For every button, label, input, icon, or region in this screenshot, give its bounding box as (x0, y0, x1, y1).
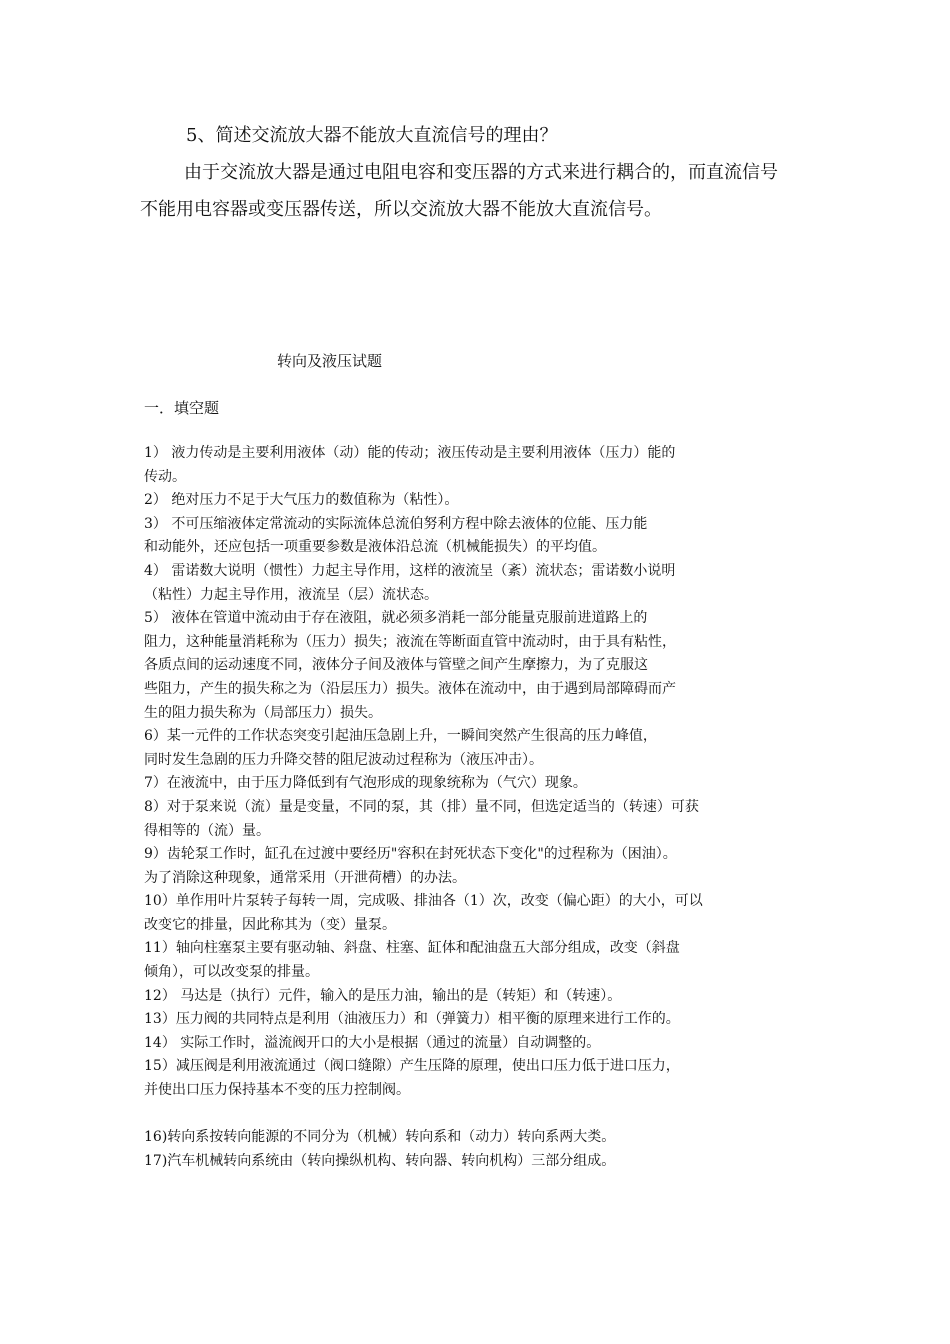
text-line: 16)转向系按转向能源的不同分为（机械）转向系和（动力）转向系两大类。 (144, 1129, 616, 1146)
text-line: 4） 雷诺数大说明（惯性）力起主导作用，这样的液流呈（紊）流状态；雷诺数小说明 (144, 562, 676, 579)
text-line: 3） 不可压缩液体定常流动的实际流体总流伯努利方程中除去液体的位能、压力能 (144, 515, 648, 532)
text-line: 5） 液体在管道中流动由于存在液阻，就必须多消耗一部分能量克服前进道路上的 (144, 610, 648, 627)
text-line: 9）齿轮泵工作时，缸孔在过渡中要经历"容积在封死状态下变化"的过程称为（困油）。 (144, 846, 677, 863)
text-line: 13）压力阀的共同特点是利用（油液压力）和（弹簧力）相平衡的原理来进行工作的。 (144, 1011, 680, 1028)
blank-line (144, 1103, 784, 1127)
text-line: 阻力，这种能量消耗称为（压力）损失；液流在等断面直管中流动时，由于具有粘性， (144, 633, 676, 650)
question-5-answer-line-1: 由于交流放大器是通过电阻电容和变压器的方式来进行耦合的，而直流信号 (184, 162, 778, 183)
text-line: 同时发生急剧的压力升降交替的阻尼波动过程称为（液压冲击）。 (144, 751, 543, 768)
text-line: 10）单作用叶片泵转子每转一周，完成吸、排油各（1）次，改变（偏心距）的大小，可以 (144, 893, 703, 910)
fill-in-blank-list (144, 442, 784, 1173)
question-5-answer-line-2: 不能用电容器或变压器传送，所以交流放大器不能放大直流信号。 (140, 199, 662, 220)
text-line: 8）对于泵来说（流）量是变量，不同的泵，其（排）量不同，但选定适当的（转速）可获 (144, 798, 699, 815)
text-line: 17)汽车机械转向系统由（转向操纵机构、转向器、转向机构）三部分组成。 (144, 1152, 616, 1169)
text-line: 并使出口压力保持基本不变的压力控制阀。 (144, 1082, 410, 1099)
section-heading: 一．填空题 (144, 399, 220, 417)
text-line: 1） 液力传动是主要利用液体（动）能的传动；液压传动是主要利用液体（压力）能的 (144, 445, 676, 461)
text-line: 15）减压阀是利用液流通过（阀口缝隙）产生压降的原理，使出口压力低于进口压力， (144, 1058, 680, 1075)
text-line: 和动能外，还应包括一项重要参数是液体沿总流（机械能损失）的平均值。 (144, 539, 606, 556)
text-line: 各质点间的运动速度不同，液体分子间及液体与管壁之间产生摩擦力，为了克服这 (144, 657, 648, 674)
text-line: 11）轴向柱塞泵主要有驱动轴、斜盘、柱塞、缸体和配油盘五大部分组成，改变（斜盘 (144, 940, 680, 957)
text-line: 得相等的（流）量。 (144, 822, 270, 839)
text-line: 2） 绝对压力不足于大气压力的数值称为（粘性）。 (144, 492, 459, 509)
text-line: 传动。 (144, 468, 186, 485)
text-line: 12） 马达是（执行）元件，输入的是压力油，输出的是（转矩）和（转速）。 (144, 987, 622, 1004)
text-line: 6）某一元件的工作状态突变引起油压急剧上升，一瞬间突然产生很高的压力峰值， (144, 728, 657, 745)
text-line: 改变它的排量，因此称其为（变）量泵。 (144, 916, 396, 933)
exam-title: 转向及液压试题 (277, 352, 383, 370)
text-line: 倾角），可以改变泵的排量。 (144, 964, 319, 981)
text-line: 生的阻力损失称为（局部压力）损失。 (144, 704, 382, 721)
question-5-title: 5、简述交流放大器不能放大直流信号的理由？ (186, 125, 558, 146)
text-line: 7）在液流中，由于压力降低到有气泡形成的现象统称为（气穴）现象。 (144, 775, 587, 792)
text-line: 14） 实际工作时，溢流阀开口的大小是根据（通过的流量）自动调整的。 (144, 1034, 601, 1051)
text-line: （粘性）力起主导作用，液流呈（层）流状态。 (144, 586, 438, 603)
text-line: 些阻力，产生的损失称之为（沿层压力）损失。液体在流动中，由于遇到局部障碍而产 (144, 680, 676, 697)
text-line: 为了消除这种现象，通常采用（开泄荷槽）的办法。 (144, 869, 466, 886)
